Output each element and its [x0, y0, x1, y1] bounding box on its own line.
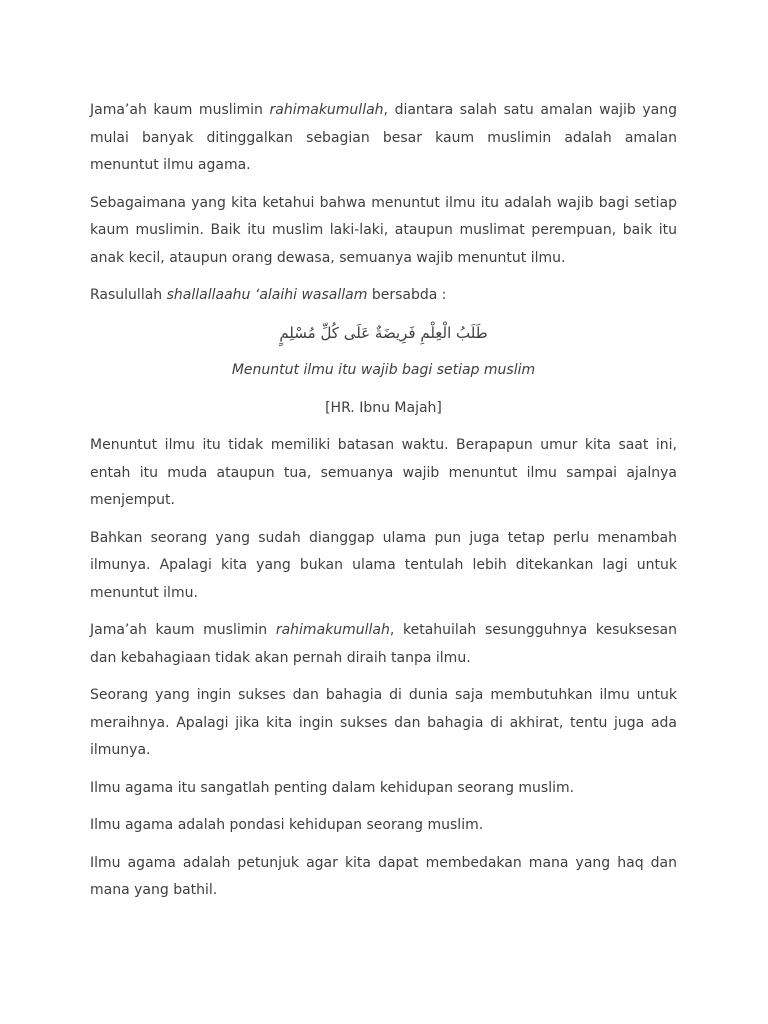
text-segment: Ilmu agama adalah pondasi kehidupan seorang muslim.	[90, 817, 484, 833]
paragraph-10	[90, 850, 677, 905]
text-segment-italic: shallallaahu ‘alaihi wasallam	[166, 287, 368, 303]
paragraph-4	[90, 432, 677, 515]
text-segment: Jama’ah kaum muslimin	[90, 622, 276, 638]
document-page	[90, 97, 677, 915]
text-segment: Seorang yang ingin sukses dan bahagia di dunia saja membutuhkan ilmu untuk meraihnya. Apalagi jika kita ingin sukses dan bahagia di akhirat, tentu juga ada ilmunya.	[90, 687, 677, 758]
paragraph-9	[90, 812, 677, 840]
text-segment: طَلَبُ الْعِلْمِ فَرِيضَةٌ عَلَى كُلِّ مُسْلِمٍ	[279, 323, 488, 342]
paragraph-3	[90, 282, 677, 310]
text-segment: , diantara salah satu amalan wajib yang mulai banyak ditinggalkan sebagian besar kaum muslimin adalah amalan menuntut ilmu agama.	[90, 102, 677, 173]
text-segment: , ketahuilah sesungguhnya kesuksesan dan kebahagiaan tidak akan pernah diraih tanpa ilmu.	[90, 622, 677, 666]
hadith-source	[90, 395, 677, 423]
paragraph-8	[90, 775, 677, 803]
text-segment: Jama’ah kaum muslimin	[90, 102, 270, 118]
text-segment: Ilmu agama adalah petunjuk agar kita dapat membedakan mana yang haq dan mana yang bathil.	[90, 854, 677, 898]
paragraph-1	[90, 97, 677, 180]
text-segment: Rasulullah	[90, 287, 167, 303]
text-segment: Ilmu agama itu sangatlah penting dalam kehidupan seorang muslim.	[90, 779, 575, 796]
text-segment-italic: Menuntut ilmu itu wajib bagi setiap muslim	[231, 362, 536, 378]
paragraph-2	[90, 190, 677, 273]
paragraph-5	[90, 525, 677, 608]
text-segment-italic: rahimakumullah	[269, 102, 384, 118]
text-segment: Sebagaimana yang kita ketahui bahwa menuntut ilmu itu adalah wajib bagi setiap kaum muslimin. Baik itu muslim laki-laki, ataupun muslimat perempuan, baik itu anak kecil, ataupun orang dewasa, semuanya wajib menuntut ilmu.	[90, 194, 677, 266]
hadith-arabic	[90, 320, 677, 348]
hadith-translation	[90, 357, 677, 385]
text-segment: Menuntut ilmu itu tidak memiliki batasan waktu. Berapapun umur kita saat ini, entah itu muda ataupun tua, semuanya wajib menuntut ilmu sampai ajalnya menjemput.	[90, 437, 677, 508]
paragraph-7	[90, 682, 677, 765]
text-segment: [HR. Ibnu Majah]	[325, 399, 442, 416]
text-segment-italic: rahimakumullah	[275, 622, 390, 638]
text-segment: bersabda :	[367, 287, 447, 303]
text-segment: Bahkan seorang yang sudah dianggap ulama pun juga tetap perlu menambah ilmunya. Apalagi kita yang bukan ulama tentulah lebih ditekankan lagi untuk menuntut ilmu.	[90, 529, 677, 601]
paragraph-6	[90, 617, 677, 672]
